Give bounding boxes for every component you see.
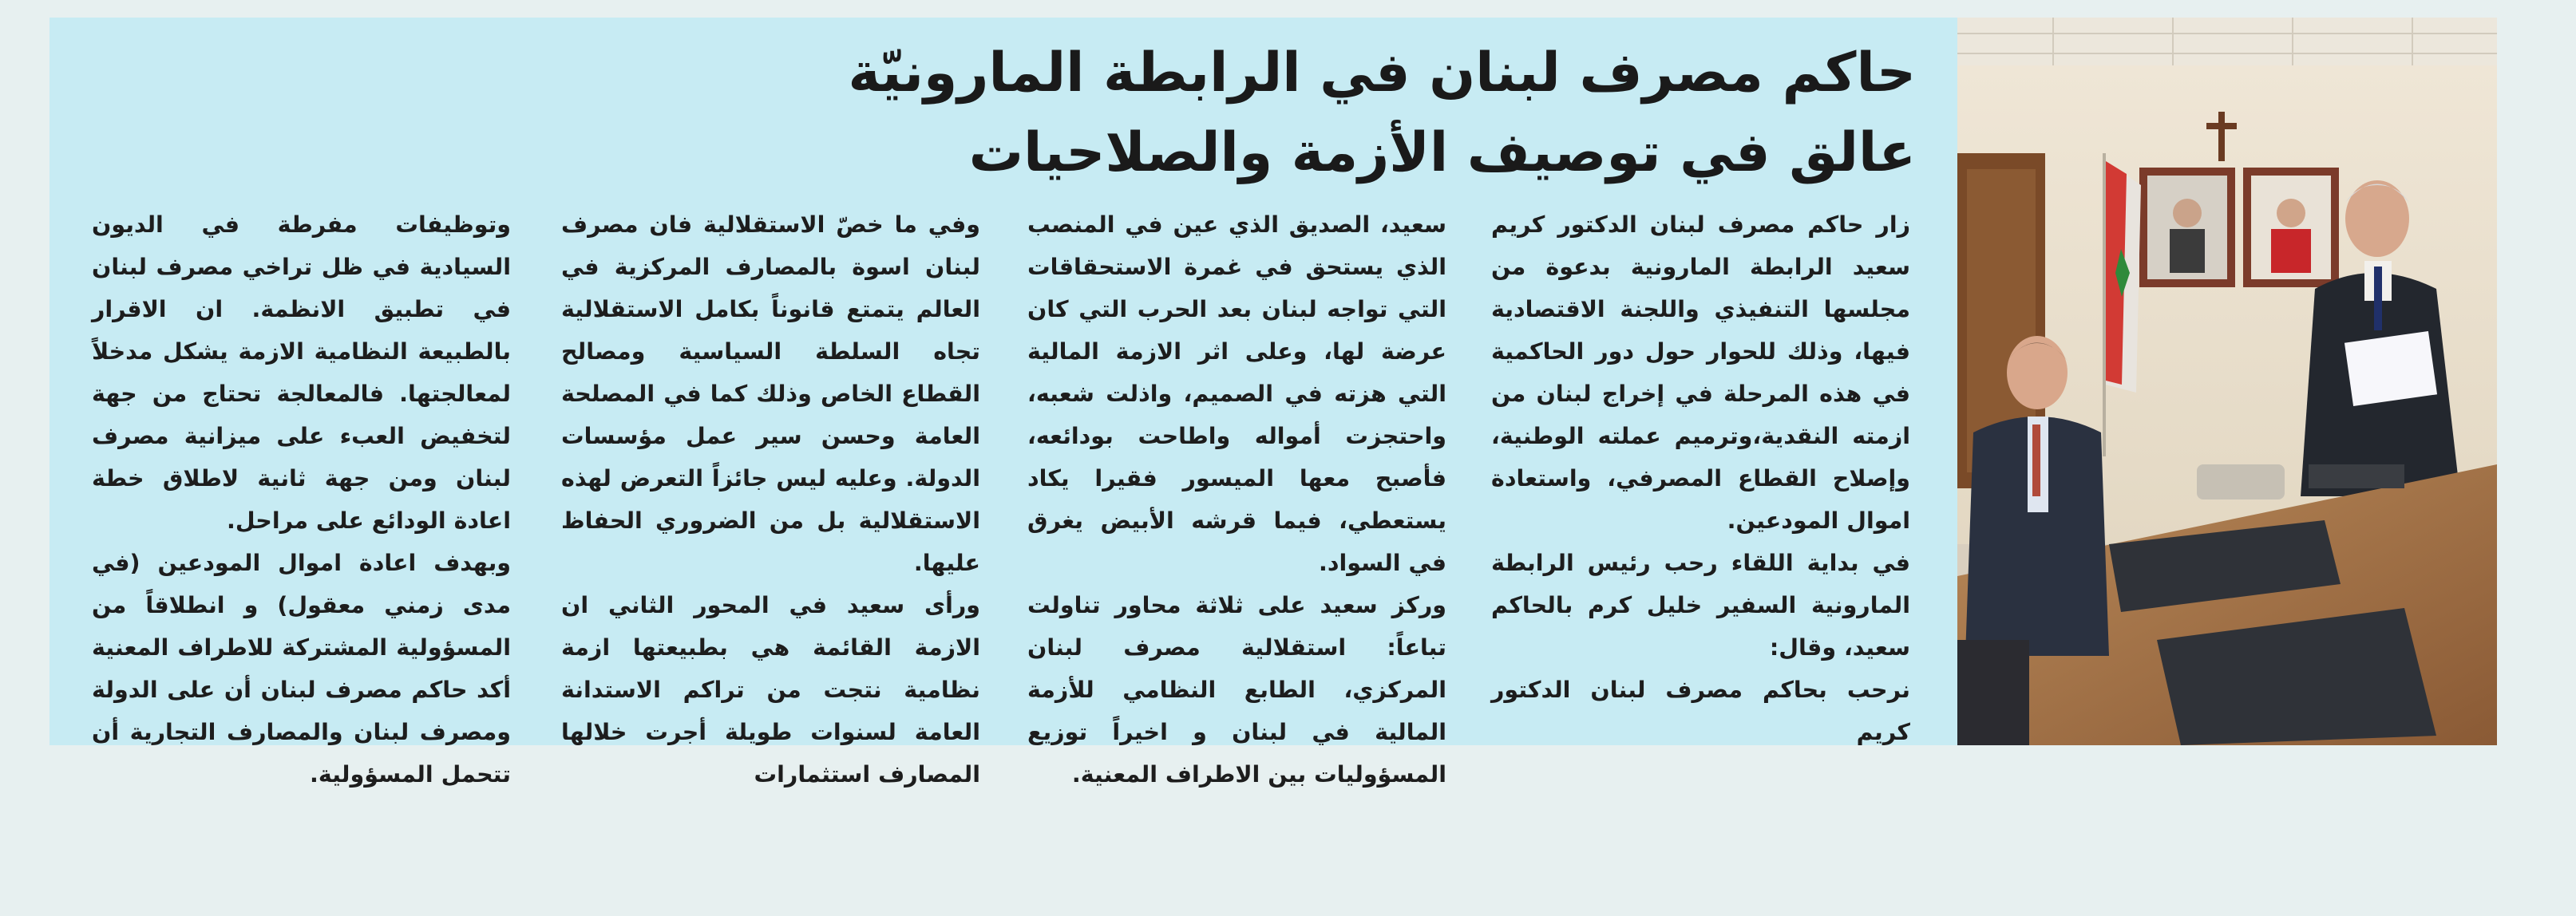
- article-photo: [1957, 18, 2497, 745]
- paragraph: وركز سعيد على ثلاثة محاور تناولت تباعاً: استقلالية مصرف لبنان المركزي، الطابع النظامي للأزمة المالية في لبنان و اخيراً توزيع المسؤوليات بين الاطراف المعنية.: [1027, 592, 1446, 788]
- paragraph: زار حاكم مصرف لبنان الدكتور كريم سعيد الرابطة المارونية بدعوة من مجلسها التنفيذي واللجنة الاقتصادية فيها، وذلك للحوار حول دور الحاكمية في هذه المرحلة في إخراج لبنان من ازمته النقدية،وترميم عملته الوطنية، وإصلاح القطاع المصرفي، واستعادة اموال المودعين.: [1491, 211, 1910, 534]
- article-column-1: [1491, 203, 1910, 745]
- headline-line-1: حاكم مصرف لبنان في الرابطة المارونيّة: [848, 41, 1916, 105]
- paragraph: وتوظيفات مفرطة في الديون السيادية في ظل تراخي مصرف لبنان في تطبيق الانظمة. ان الاقرار بالطبيعة النظامية الازمة يشكل مدخلاً لمعالجتها. فالمعالجة تحتاج من جهة لتخفيض العبء على ميزانية مصرف لبنان ومن جهة ثانية لاطلاق خطة اعادة الودائع على مراحل.: [92, 211, 511, 534]
- photo-illustration: [1957, 18, 2497, 745]
- paragraph: وفي ما خصّ الاستقلالية فان مصرف لبنان اسوة بالمصارف المركزية في العالم يتمتع قانوناً بكامل الاستقلالية تجاه السلطة السياسية ومصالح القطاع الخاص وذلك كما في المصلحة العامة وحسن سير عمل مؤسسات الدولة. وعليه ليس جائزاً التعرض لهذه الاستقلالية بل من الضروري الحفاظ عليها.: [561, 211, 980, 576]
- article-column-4: [92, 203, 511, 788]
- paragraph: سعيد، الصديق الذي عين في المنصب الذي يستحق في غمرة الاستحقاقات التي تواجه لبنان بعد الحرب التي كان عرضة لها، وعلى اثر الازمة المالية التي هزته في الصميم، واذلت شعبه، واحتجزت أمواله واطاحت بودائعه، فأصبح معها الميسور فقيرا يكاد يستعطي، فيما قرشه الأبيض يغرق في السواد.: [1027, 211, 1446, 576]
- paragraph: في بداية اللقاء رحب رئيس الرابطة المارونية السفير خليل كرم بالحاكم سعيد، وقال:: [1491, 550, 1910, 661]
- paragraph: نرحب بحاكم مصرف لبنان الدكتور كريم: [1491, 677, 1910, 745]
- article-column-2: [1027, 203, 1446, 788]
- paragraph: وبهدف اعادة اموال المودعين (في مدى زمني معقول) و انطلاقاً من المسؤولية المشتركة للاطراف المعنية أكد حاكم مصرف لبنان أن على الدولة ومصرف لبنان والمصارف التجارية أن تتحمل المسؤولية.: [92, 550, 511, 788]
- paragraph: ورأى سعيد في المحور الثاني ان الازمة القائمة هي بطبيعتها ازمة نظامية نتجت من تراكم الاستدانة العامة لسنوات طويلة أجرت خلالها المصارف استثمارات: [561, 592, 980, 788]
- headline-line-2: عالق في توصيف الأزمة والصلاحيات: [968, 121, 1916, 184]
- headline: [798, 34, 1916, 193]
- article-column-3: [561, 203, 980, 788]
